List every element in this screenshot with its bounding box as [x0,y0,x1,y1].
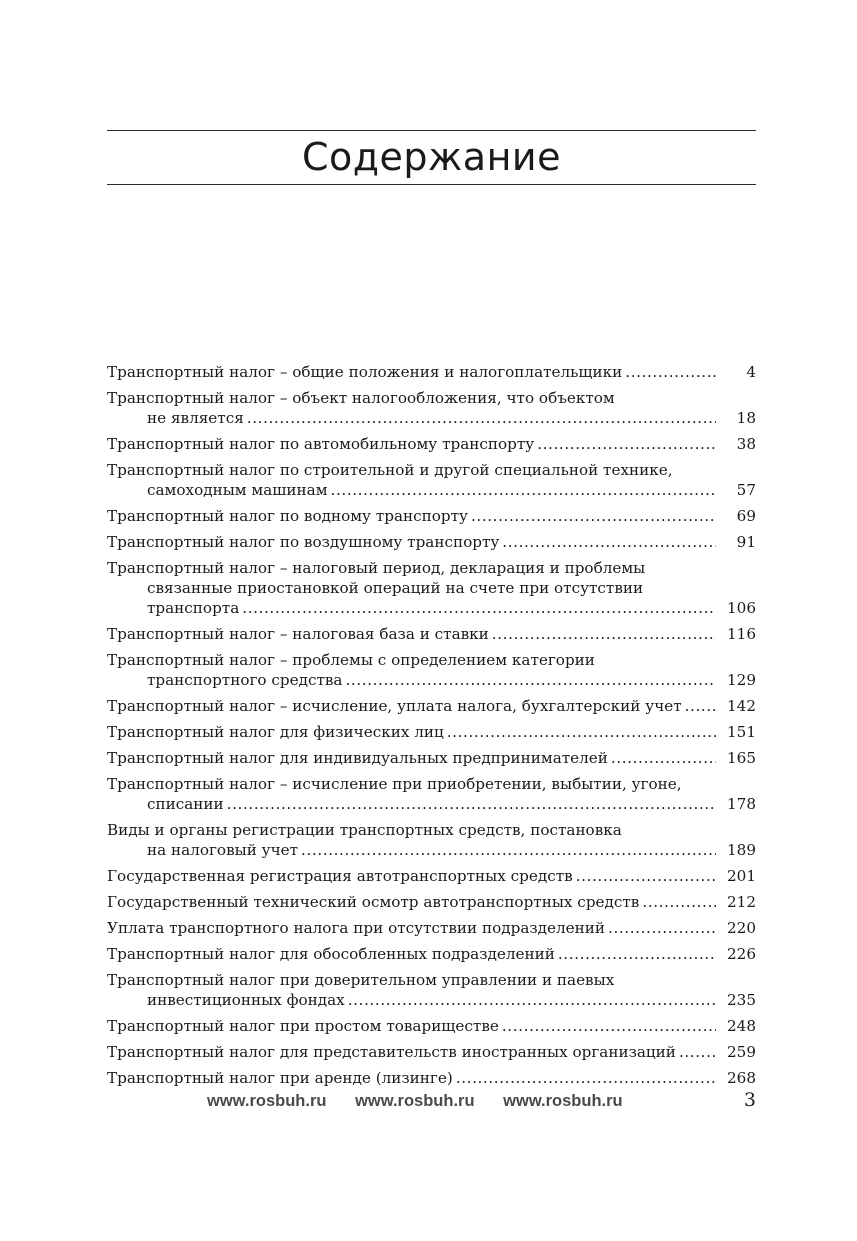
toc-entry-title: инвестиционных фондах [147,991,345,1009]
toc-entry-title: Транспортный налог при аренде (лизинге) [107,1069,453,1087]
dot-leader [348,990,716,1010]
toc-entry-line: Транспортный налог – налоговый период, декларация и проблемы [107,559,646,577]
toc-page-number: 201 [727,867,756,885]
toc-entry[interactable] [107,434,756,454]
toc-entry-title: Транспортный налог при простом товариществе [107,1017,499,1035]
dot-leader [242,598,716,618]
toc-page-number: 268 [727,1069,756,1087]
toc-page-number: 189 [727,841,756,859]
dot-leader [558,944,716,964]
toc-entry-line: Транспортный налог – объект налогообложения, что объектом [107,389,615,407]
page-footer [107,1089,756,1118]
dot-leader [576,866,716,886]
toc-page-number: 165 [727,749,756,767]
dot-leader [679,1042,716,1062]
toc-entry-title: на налоговый учет [147,841,299,859]
footer-url-1[interactable]: www.rosbuh.ru [207,1092,327,1110]
dot-leader [247,408,716,428]
toc-entry-title: Транспортный налог для индивидуальных предпринимателей [107,749,608,767]
toc-entry[interactable] [107,624,756,644]
toc-entry[interactable] [107,866,756,886]
toc-entry[interactable] [107,532,756,552]
dot-leader [471,506,716,526]
dot-leader [608,918,716,938]
dot-leader [685,696,716,716]
toc-entry-title: транспортного средства [147,671,343,689]
toc-page-number: 235 [727,991,756,1009]
toc-entry[interactable] [107,892,756,912]
toc-page-number: 4 [746,363,756,381]
dot-leader [492,624,716,644]
dot-leader [502,532,716,552]
dot-leader [456,1068,716,1088]
footer-urls [207,1092,647,1111]
toc-entry[interactable] [107,460,756,500]
toc-entry-title: самоходным машинам [147,481,328,499]
toc-entry[interactable] [107,1016,756,1036]
toc-entry[interactable] [107,696,756,716]
dot-leader [502,1016,716,1036]
toc-entry-title: Транспортный налог для представительств иностранных организаций [107,1043,676,1061]
dot-leader [331,480,716,500]
toc-entry-line: Транспортный налог при доверительном управлении и паевых [107,971,615,989]
page-number: 3 [743,1089,756,1111]
toc-entry-title: Транспортный налог – налоговая база и ставки [107,625,489,643]
toc-entry-title: транспорта [147,599,240,617]
toc-entry-title: Государственный технический осмотр автотранспортных средств [107,893,640,911]
toc-entry[interactable] [107,558,756,618]
dot-leader [537,434,716,454]
toc-entry[interactable] [107,388,756,428]
toc-entry[interactable] [107,774,756,814]
dot-leader [345,670,716,690]
toc-entry[interactable] [107,918,756,938]
toc-page-number: 91 [736,533,756,551]
page-title: Содержание [302,135,561,179]
toc-entry-title: Транспортный налог для обособленных подразделений [107,945,555,963]
toc-entry-line: Транспортный налог по строительной и другой специальной технике, [107,461,673,479]
toc-page-number: 220 [727,919,756,937]
toc-page-number: 248 [727,1017,756,1035]
toc-entry-title: Транспортный налог по водному транспорту [107,507,468,525]
toc-entry-title: Транспортный налог по автомобильному транспорту [107,435,535,453]
toc-entry-title: Уплата транспортного налога при отсутствии подразделений [107,919,606,937]
dot-leader [227,794,716,814]
toc-page-number: 57 [736,481,756,499]
toc-page-number: 129 [727,671,756,689]
dot-leader [301,840,716,860]
toc-page-number: 69 [736,507,756,525]
dot-leader [447,722,716,742]
toc-entry[interactable] [107,1068,756,1088]
toc-entry-title: Транспортный налог по воздушному транспорту [107,533,500,551]
toc-page-number: 106 [727,599,756,617]
toc-entry-line: Транспортный налог – исчисление при приобретении, выбытии, угоне, [107,775,682,793]
toc-entry[interactable] [107,1042,756,1062]
toc-entry[interactable] [107,944,756,964]
toc-page-number: 38 [736,435,756,453]
toc-entry-title: Транспортный налог – общие положения и налогоплательщики [107,363,623,381]
toc-entry-line: Транспортный налог – проблемы с определением категории [107,651,595,669]
title-bottom-rule [107,184,756,185]
toc-entry-line: связанные приостановкой операций на счете при отсутствии [147,579,644,597]
toc-page-number: 142 [727,697,756,715]
footer-url-2[interactable]: www.rosbuh.ru [355,1092,475,1110]
toc-entry[interactable] [107,506,756,526]
table-of-contents [107,362,756,1094]
toc-entry[interactable] [107,650,756,690]
toc-page-number: 226 [727,945,756,963]
toc-entry-title: не является [147,409,244,427]
toc-entry-title: Транспортный налог – исчисление, уплата налога, бухгалтерский учет [107,697,682,715]
toc-page-number: 259 [727,1043,756,1061]
toc-page-number: 212 [727,893,756,911]
toc-entry-title: Государственная регистрация автотранспортных средств [107,867,573,885]
toc-entry[interactable] [107,362,756,382]
toc-entry[interactable] [107,722,756,742]
toc-entry-title: Транспортный налог для физических лиц [107,723,444,741]
dot-leader [625,362,716,382]
toc-page-number: 116 [727,625,756,643]
toc-page-number: 178 [727,795,756,813]
toc-entry[interactable] [107,970,756,1010]
toc-entry[interactable] [107,820,756,860]
dot-leader [611,748,716,768]
toc-page-number: 18 [736,409,756,427]
toc-entry[interactable] [107,748,756,768]
toc-entry-line: Виды и органы регистрации транспортных средств, постановка [107,821,622,839]
dot-leader [642,892,716,912]
toc-page-number: 151 [727,723,756,741]
footer-url-3[interactable]: www.rosbuh.ru [503,1092,623,1110]
toc-entry-title: списании [147,795,224,813]
